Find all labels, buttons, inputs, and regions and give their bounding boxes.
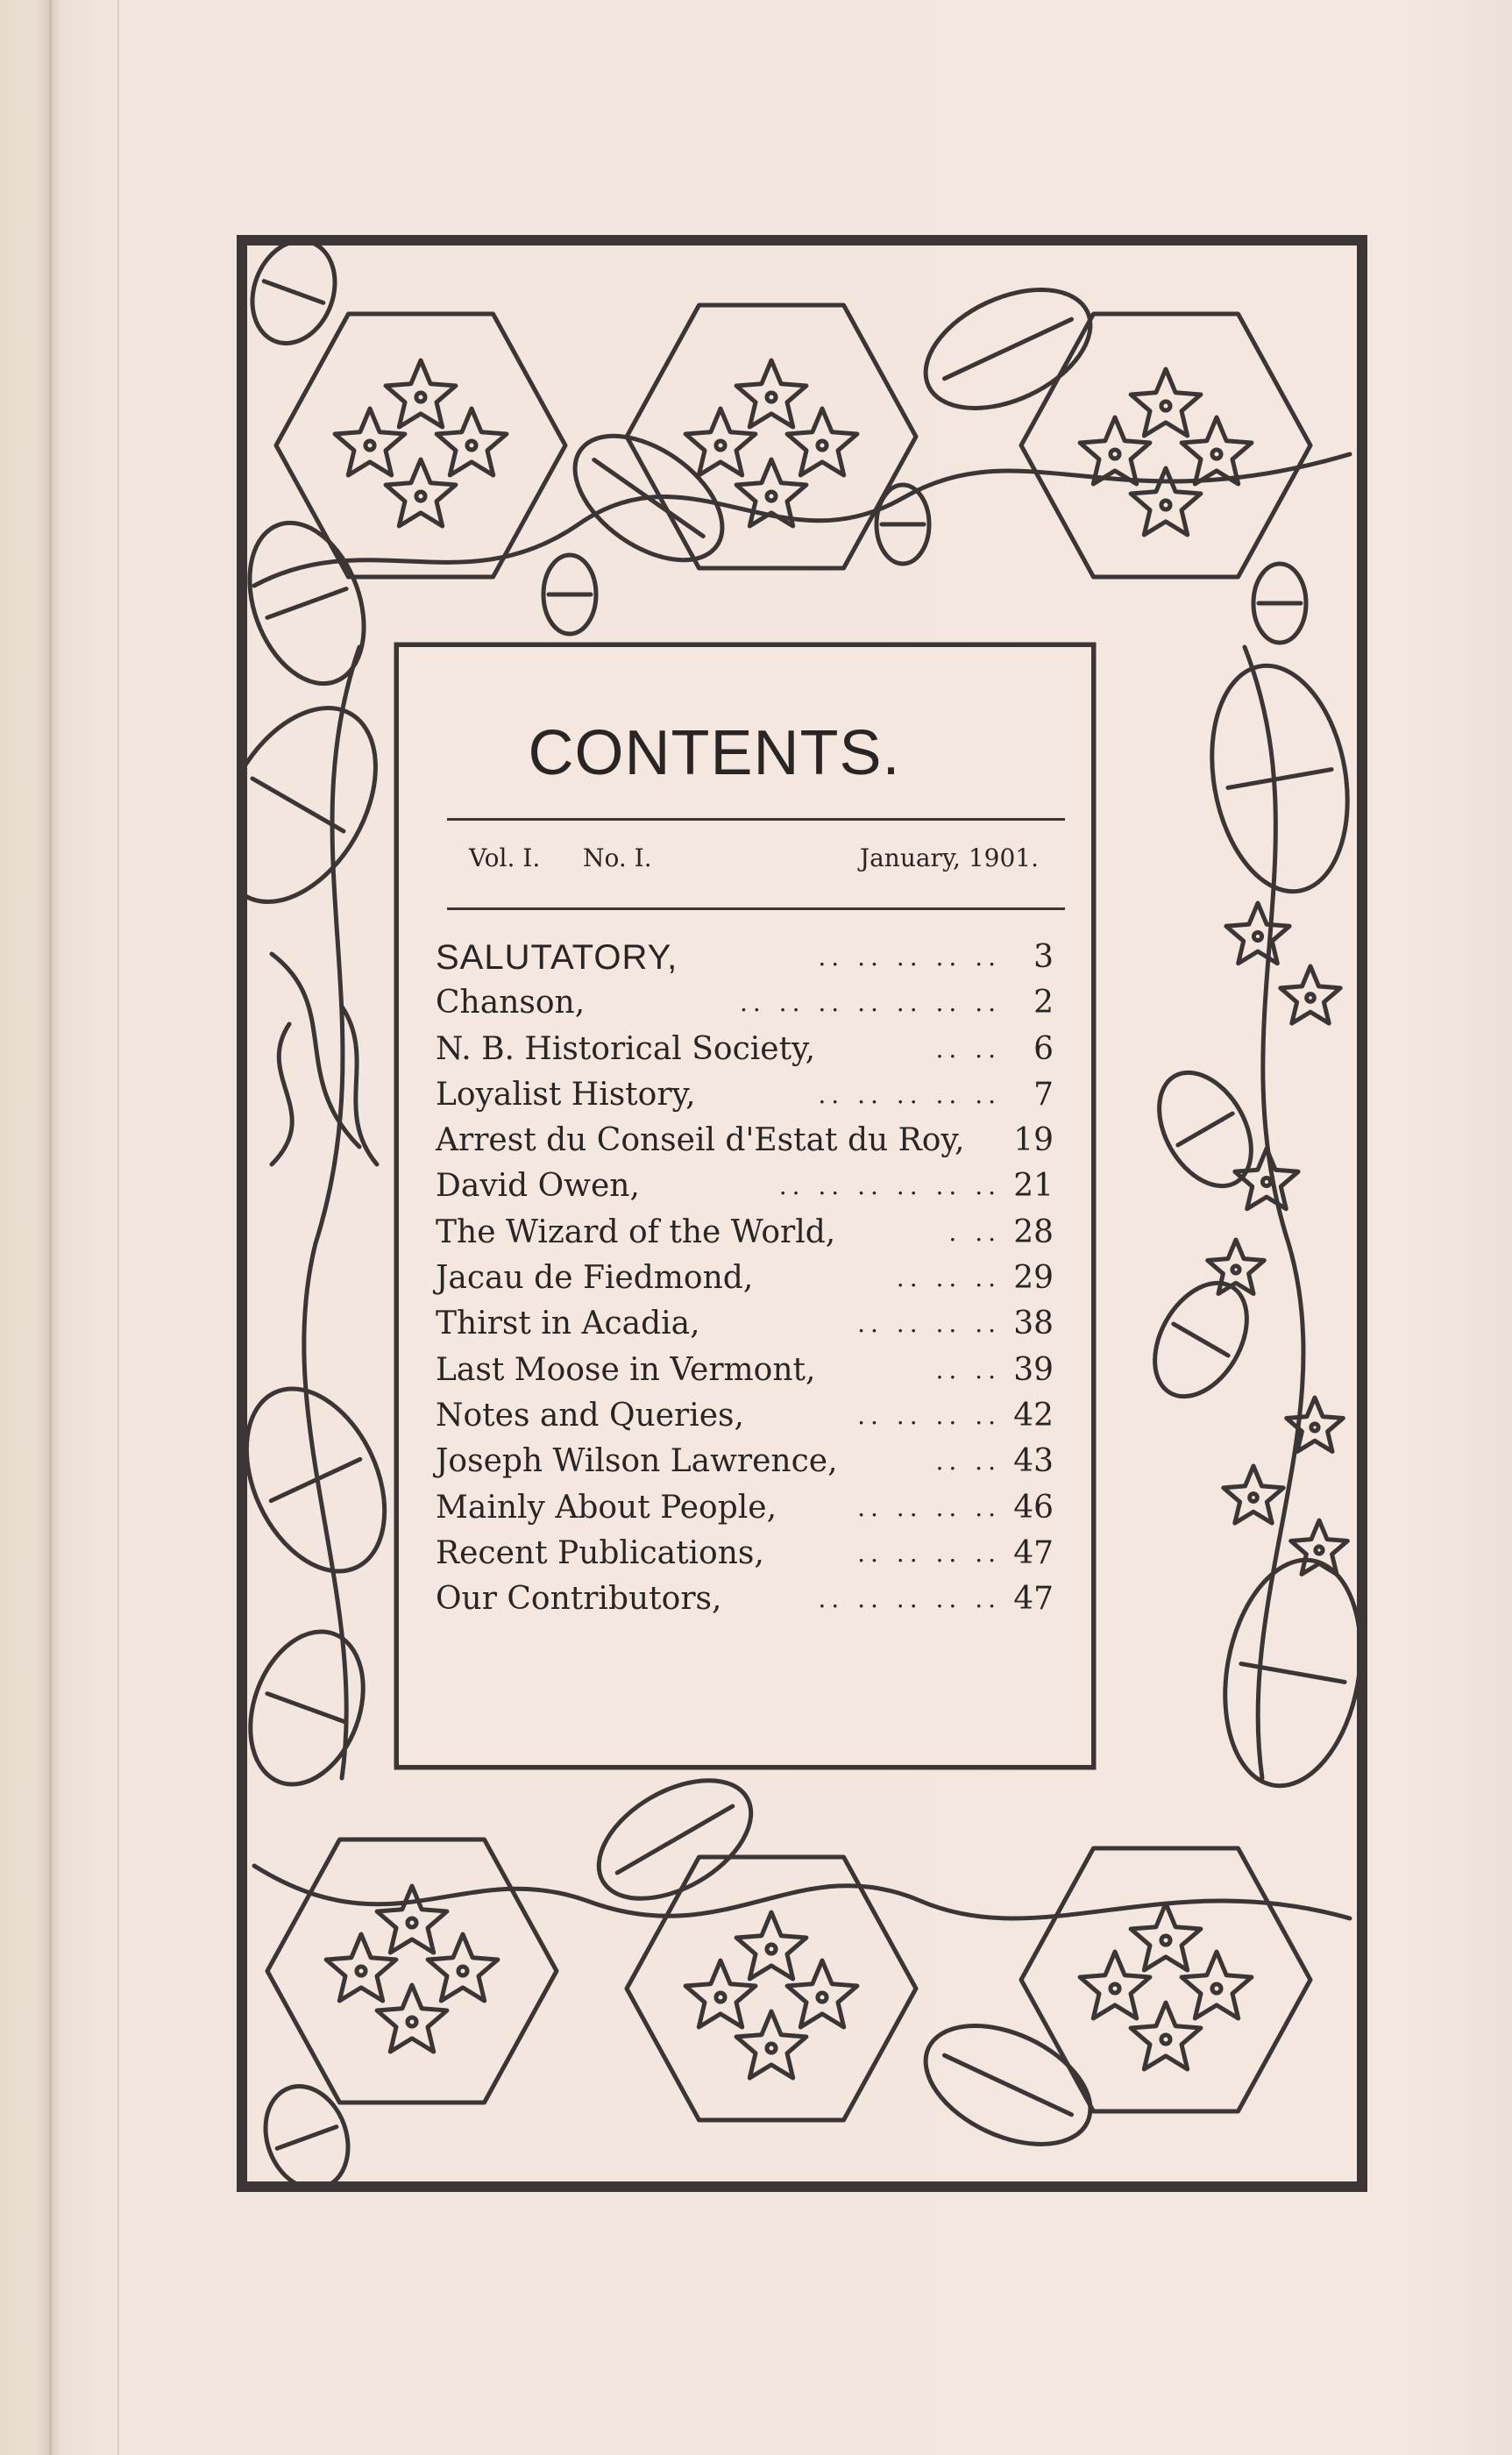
toc-page-number: 6 [1033,1030,1054,1067]
toc-leader: .. .. .. .. [857,1309,1001,1339]
toc-leader: .. .. .. .. .. .. [778,1171,1001,1201]
page-gutter [117,0,119,2455]
toc-entry [436,1576,1054,1622]
toc-entry [436,1485,1054,1531]
toc-leader: .. .. .. [896,1263,1001,1293]
toc-title: Thirst in Acadia, [436,1306,700,1342]
bottom-rule [447,907,1065,910]
toc-page-number: 43 [1013,1443,1054,1480]
toc-entry [436,1027,1054,1072]
toc-leader: .. .. [935,1355,1001,1384]
toc-entry [436,1393,1054,1439]
toc-title: David Owen, [436,1168,640,1205]
toc-entry [436,1210,1054,1256]
toc-page-number: 3 [1033,939,1054,975]
toc-page-number: 38 [1013,1306,1054,1342]
toc-entry [436,1348,1054,1393]
top-rule [447,818,1065,821]
volume-label: Vol. I. [469,843,541,872]
toc-title: Jacau de Fiedmond, [436,1260,754,1297]
toc-page-number: 29 [1013,1260,1054,1297]
toc-title: Mainly About People, [436,1489,777,1526]
toc-page-number: 42 [1013,1397,1054,1434]
toc-leader: .. .. .. .. [857,1492,1001,1522]
toc-title: Notes and Queries, [436,1397,744,1434]
toc-title: Recent Publications, [436,1534,764,1571]
toc-entry [436,1439,1054,1484]
toc-leader: .. .. .. .. .. [818,1079,1001,1109]
page-title: CONTENTS. [528,718,901,788]
toc-entry [436,1256,1054,1301]
toc-page-number: 28 [1013,1213,1054,1250]
toc-leader: .. .. .. .. .. [818,943,1001,971]
table-of-contents [436,935,1054,1622]
toc-leader: .. .. .. .. .. .. .. [739,988,1001,1018]
toc-title: Last Moose in Vermont, [436,1351,816,1388]
toc-page-number: 47 [1013,1581,1054,1618]
toc-title: Our Contributors, [436,1581,722,1618]
issue-date: January, 1901. [859,843,1039,872]
toc-page-number: 47 [1013,1534,1054,1571]
toc-page-number: 7 [1033,1076,1054,1113]
toc-title: Arrest du Conseil d'Estat du Roy, [436,1122,965,1159]
toc-page-number: 19 [1013,1122,1054,1159]
toc-page-number: 39 [1013,1351,1054,1388]
toc-leader: .. .. .. .. [857,1538,1001,1568]
toc-page-number: 46 [1013,1489,1054,1526]
spine-edge [49,0,52,2455]
toc-leader: .. .. [935,1034,1001,1064]
toc-title: Loyalist History, [436,1076,696,1113]
toc-title: Joseph Wilson Lawrence, [436,1443,838,1480]
toc-entry [436,980,1054,1026]
toc-page-number: 2 [1033,985,1054,1021]
toc-page-number: 21 [1013,1168,1054,1205]
toc-title: SALUTATORY, [436,938,678,977]
toc-leader: .. .. .. .. .. [818,1584,1001,1614]
toc-leader: .. .. [935,1447,1001,1477]
number-label: No. I. [583,843,652,872]
toc-entry [436,1531,1054,1576]
toc-entry [436,1118,1054,1163]
toc-entry [436,1163,1054,1209]
toc-entry [436,935,1054,980]
toc-title: Chanson, [436,985,586,1021]
toc-title: N. B. Historical Society, [436,1030,816,1067]
toc-title: The Wizard of the World, [436,1213,836,1250]
toc-leader: .. .. .. .. [857,1400,1001,1430]
toc-entry [436,1301,1054,1347]
toc-leader: . .. [948,1217,1001,1247]
toc-entry [436,1072,1054,1118]
